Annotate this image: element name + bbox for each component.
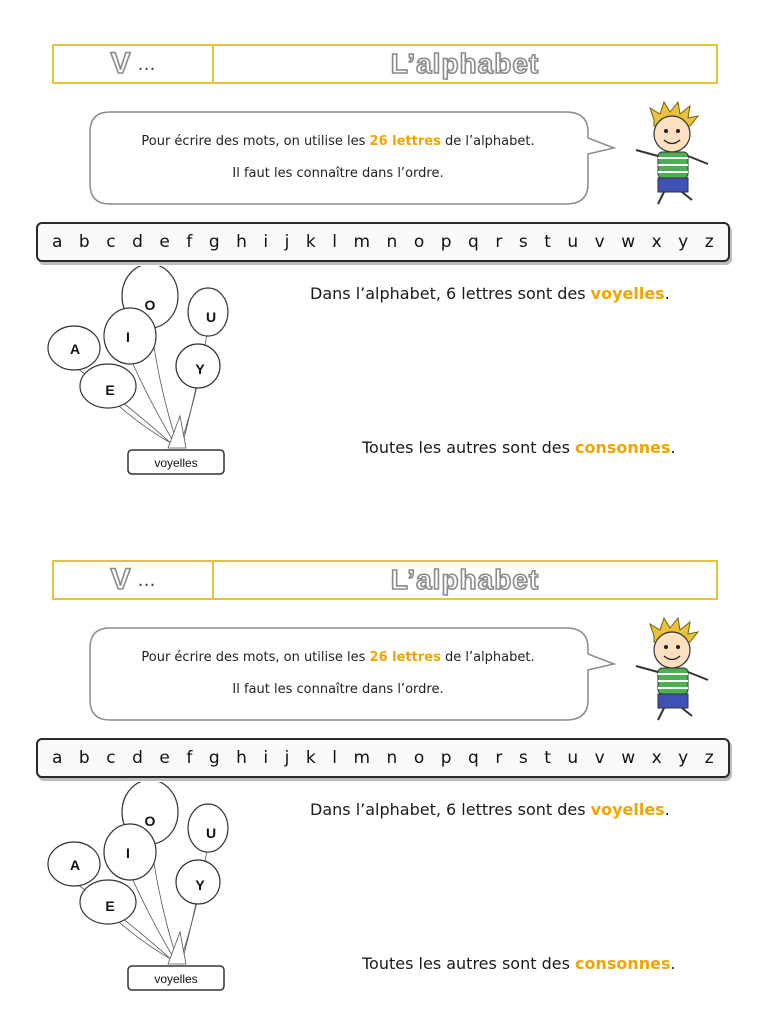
- alphabet-letter: w: [621, 232, 636, 252]
- alphabet-letter: d: [132, 232, 143, 252]
- header-title-cell: [214, 46, 716, 82]
- alphabet-letter: h: [236, 232, 247, 252]
- balloon-letter: E: [105, 898, 115, 914]
- alphabet-letter: g: [208, 748, 220, 768]
- voyelles-tag: voyelles: [154, 456, 198, 470]
- vowel-balloons: [40, 782, 240, 996]
- alphabet-letter: v: [594, 748, 605, 768]
- alphabet-letter: t: [544, 232, 551, 252]
- title-header: [52, 560, 718, 600]
- worksheet-card-2: [0, 516, 768, 1016]
- highlight-consonnes: consonnes: [575, 438, 671, 457]
- voyelles-tag: voyelles: [154, 972, 198, 986]
- balloon-letter: I: [126, 845, 130, 861]
- alphabet-letter: n: [386, 232, 398, 252]
- alphabet-letter: d: [132, 748, 143, 768]
- header-dots: …: [137, 569, 156, 591]
- alphabet-letter: m: [353, 748, 371, 768]
- alphabet-letter: f: [186, 748, 193, 768]
- alphabet-letter: q: [468, 748, 479, 768]
- alphabet-letter: i: [263, 748, 269, 768]
- alphabet-strip: [36, 738, 730, 778]
- header-title-cell: [214, 562, 716, 598]
- consonants-sentence: Toutes les autres sont des consonnes.: [362, 954, 676, 973]
- alphabet-letter: z: [704, 748, 714, 768]
- alphabet-letter: h: [236, 748, 247, 768]
- alphabet-letter: s: [518, 748, 528, 768]
- header-letter: V: [110, 563, 132, 596]
- alphabet-letter: a: [52, 748, 63, 768]
- alphabet-letter: v: [594, 232, 605, 252]
- alphabet-letter: e: [159, 748, 170, 768]
- alphabet-letter: y: [678, 232, 689, 252]
- alphabet-letter: x: [651, 232, 662, 252]
- bubble-line-1: Pour écrire des mots, on utilise les 26 lettres de l’alphabet.: [141, 650, 535, 665]
- balloon-letter: A: [69, 341, 81, 357]
- balloon-letter: O: [144, 813, 156, 829]
- page-title: L’alphabet: [390, 48, 540, 79]
- highlight-consonnes: consonnes: [575, 954, 671, 973]
- speech-bubble: [88, 626, 618, 722]
- boy-illustration: [624, 616, 720, 724]
- alphabet-letter: p: [440, 232, 452, 252]
- vowels-sentence: Dans l’alphabet, 6 lettres sont des voyelles.: [310, 800, 670, 819]
- balloon-letter: A: [69, 857, 81, 873]
- alphabet-letter: t: [544, 748, 551, 768]
- alphabet-letter: x: [651, 748, 662, 768]
- balloon-letter: Y: [195, 361, 205, 377]
- header-letter-cell: [54, 46, 214, 82]
- bubble-text: [88, 126, 588, 190]
- balloon-letter: O: [144, 297, 156, 313]
- alphabet-letter: f: [186, 232, 193, 252]
- alphabet-letter: c: [106, 748, 116, 768]
- alphabet-letter: l: [332, 748, 337, 768]
- header-letter-cell: [54, 562, 214, 598]
- vowel-balloons: [40, 266, 240, 480]
- worksheet-card-1: [0, 0, 768, 500]
- alphabet-letter: k: [305, 232, 316, 252]
- alphabet-letter: w: [621, 748, 636, 768]
- balloon-letter: U: [205, 309, 217, 325]
- balloon-letter: Y: [195, 877, 205, 893]
- balloon-letter: E: [105, 382, 115, 398]
- alphabet-letter: m: [353, 232, 371, 252]
- alphabet-letter: s: [518, 232, 528, 252]
- balloon-letter: U: [205, 825, 217, 841]
- alphabet-letter: i: [263, 232, 269, 252]
- bubble-line-2: Il faut les connaître dans l’ordre.: [232, 682, 444, 697]
- page-title: L’alphabet: [390, 564, 540, 595]
- alphabet-letter: k: [305, 748, 316, 768]
- alphabet-letter: u: [567, 232, 579, 252]
- bubble-text: [88, 642, 588, 706]
- alphabet-letter: j: [284, 748, 290, 768]
- alphabet-letter: l: [332, 232, 337, 252]
- alphabet-letter: a: [52, 232, 63, 252]
- alphabet-letter: r: [495, 748, 503, 768]
- header-dots: …: [137, 53, 156, 75]
- alphabet-letter: z: [704, 232, 714, 252]
- alphabet-letter: g: [208, 232, 220, 252]
- alphabet-letter: y: [678, 748, 689, 768]
- alphabet-letter: e: [159, 232, 170, 252]
- alphabet-letter: j: [284, 232, 290, 252]
- balloon-letter: I: [126, 329, 130, 345]
- alphabet-letter: o: [413, 232, 425, 252]
- highlight-26-lettres: 26 lettres: [369, 134, 441, 149]
- alphabet-letter: b: [78, 748, 90, 768]
- boy-illustration: [624, 100, 720, 208]
- alphabet-letter: n: [386, 748, 398, 768]
- alphabet-letter: q: [468, 232, 479, 252]
- alphabet-letter: b: [78, 232, 90, 252]
- alphabet-strip: [36, 222, 730, 262]
- alphabet-letter: r: [495, 232, 503, 252]
- alphabet-letter: c: [106, 232, 116, 252]
- consonants-sentence: Toutes les autres sont des consonnes.: [362, 438, 676, 457]
- alphabet-letter: u: [567, 748, 579, 768]
- alphabet-letter: o: [413, 748, 425, 768]
- bubble-line-1: Pour écrire des mots, on utilise les 26 lettres de l’alphabet.: [141, 134, 535, 149]
- highlight-voyelles: voyelles: [590, 800, 665, 819]
- highlight-voyelles: voyelles: [590, 284, 665, 303]
- alphabet-letter: p: [440, 748, 452, 768]
- header-letter: V: [110, 47, 132, 80]
- bubble-line-2: Il faut les connaître dans l’ordre.: [232, 166, 444, 181]
- vowels-sentence: Dans l’alphabet, 6 lettres sont des voyelles.: [310, 284, 670, 303]
- highlight-26-lettres: 26 lettres: [369, 650, 441, 665]
- speech-bubble: [88, 110, 618, 206]
- title-header: [52, 44, 718, 84]
